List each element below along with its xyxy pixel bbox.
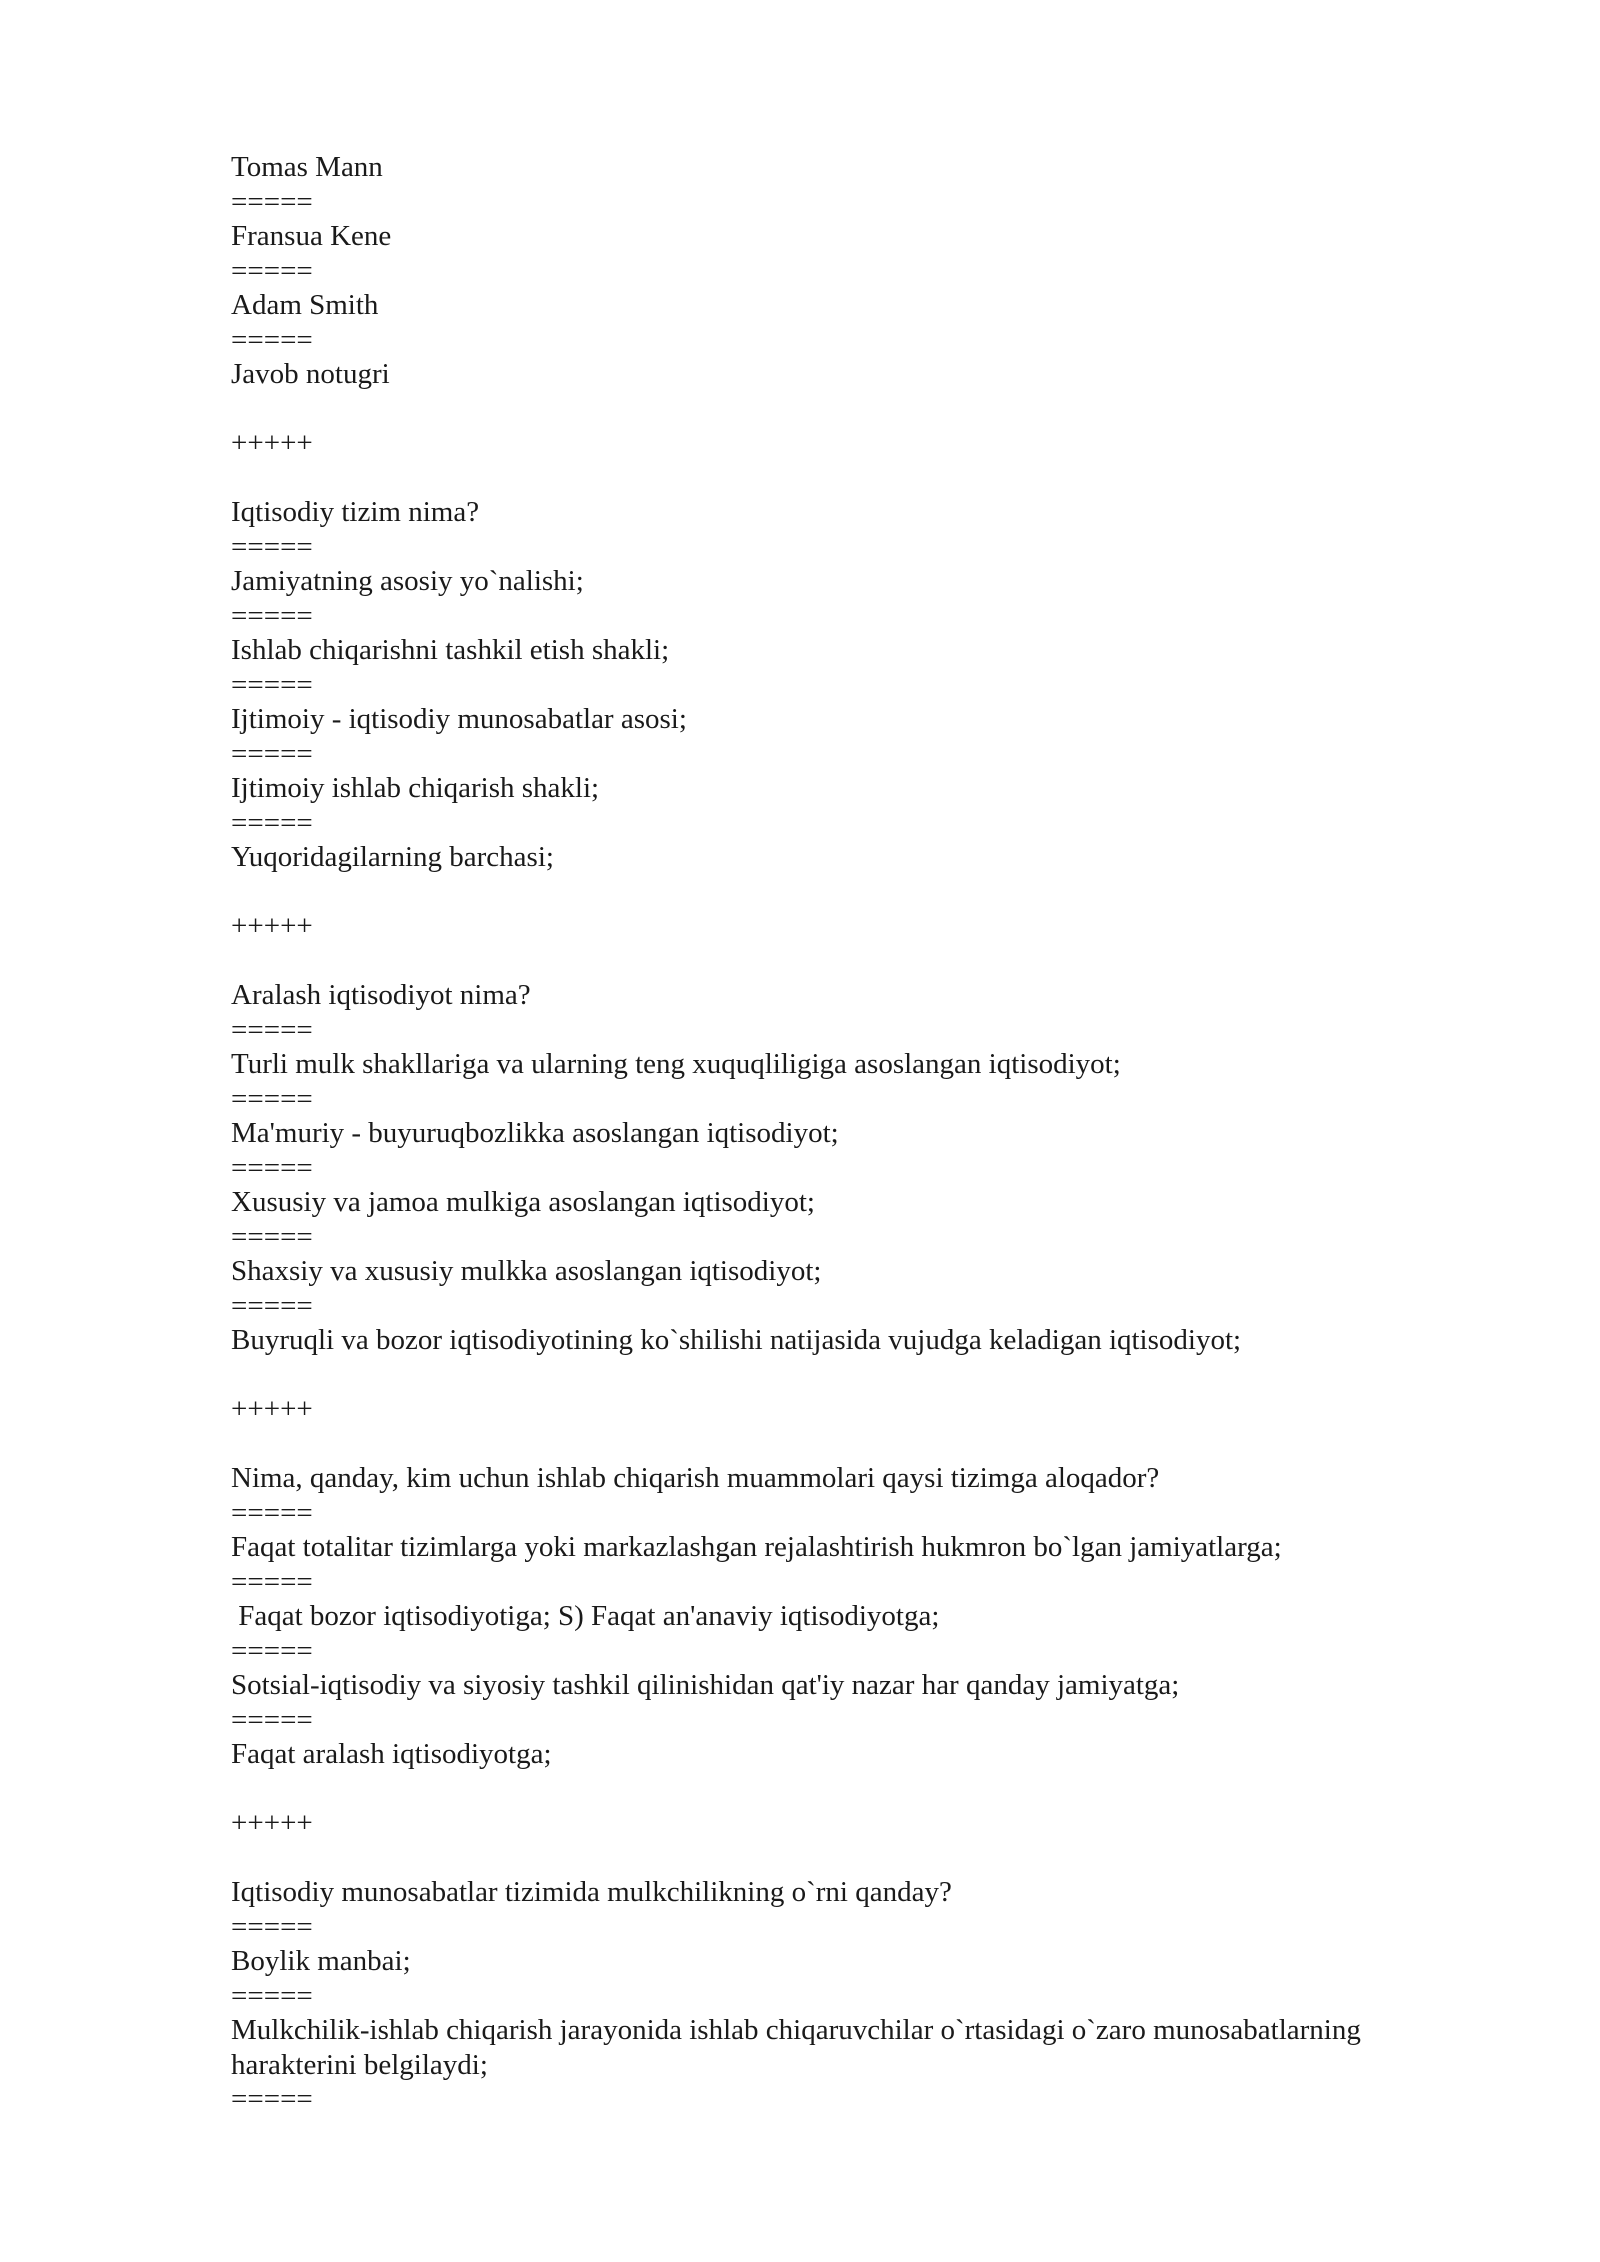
- blank-line: [231, 1772, 1431, 1807]
- text-line: Fransua Kene: [231, 220, 392, 252]
- text-line: Jamiyatning asosiy yo`nalishi;: [231, 565, 584, 597]
- separator-line: =====: [231, 1703, 313, 1736]
- text-line: Buyruqli va bozor iqtisodiyotining ko`shilishi natijasida vujudga keladigan iqtisodiyot;: [231, 1324, 1242, 1356]
- text-line: Ishlab chiqarishni tashkil etish shakli;: [231, 634, 670, 666]
- text-line: Sotsial-iqtisodiy va siyosiy tashkil qilinishidan qat'iy nazar har qanday jamiyatga;: [231, 1669, 1180, 1701]
- separator-line: +++++: [231, 910, 313, 942]
- text-line: Yuqoridagilarning barchasi;: [231, 841, 554, 873]
- separator-line: =====: [231, 2083, 313, 2115]
- blank-line: [231, 1841, 1431, 1876]
- blank-line: [231, 875, 1431, 910]
- separator-line: =====: [231, 1979, 313, 2012]
- separator-line: =====: [231, 1220, 313, 1253]
- text-line: Ma'muriy - buyuruqbozlikka asoslangan iqtisodiyot;: [231, 1117, 839, 1149]
- blank-line: [231, 461, 1431, 496]
- text-line: Shaxsiy va xususiy mulkka asoslangan iqtisodiyot;: [231, 1255, 822, 1287]
- separator-line: =====: [231, 806, 313, 839]
- document-body: [231, 150, 1431, 2117]
- separator-line: =====: [231, 1634, 313, 1667]
- blank-line: [231, 944, 1431, 979]
- text-line: Xususiy va jamoa mulkiga asoslangan iqtisodiyot;: [231, 1186, 815, 1218]
- separator-line: =====: [231, 1082, 313, 1115]
- text-line: Faqat bozor iqtisodiyotiga; S) Faqat an'anaviy iqtisodiyotga;: [231, 1600, 940, 1632]
- text-line: Mulkchilik-ishlab chiqarish jarayonida ishlab chiqaruvchilar o`rtasidagi o`zaro munosabatlarning harakterini belgilaydi;: [231, 2014, 1361, 2081]
- blank-line: [231, 392, 1431, 427]
- text-line: Javob notugri: [231, 358, 390, 390]
- text-line: Ijtimoiy - iqtisodiy munosabatlar asosi;: [231, 703, 687, 735]
- separator-line: =====: [231, 1013, 313, 1046]
- blank-line: [231, 1427, 1431, 1462]
- separator-line: =====: [231, 668, 313, 701]
- text-line: Boylik manbai;: [231, 1945, 411, 1977]
- text-line: Faqat aralash iqtisodiyotga;: [231, 1738, 552, 1770]
- text-line: Faqat totalitar tizimlarga yoki markazlashgan rejalashtirish hukmron bo`lgan jamiyatlarga;: [231, 1531, 1282, 1563]
- text-line: Ijtimoiy ishlab chiqarish shakli;: [231, 772, 600, 804]
- separator-line: =====: [231, 1910, 313, 1943]
- separator-line: =====: [231, 599, 313, 632]
- text-line: Tomas Mann: [231, 151, 383, 183]
- separator-line: =====: [231, 737, 313, 770]
- separator-line: +++++: [231, 1393, 313, 1425]
- separator-line: =====: [231, 1565, 313, 1598]
- separator-line: +++++: [231, 427, 313, 459]
- separator-line: =====: [231, 254, 313, 287]
- text-line: Turli mulk shakllariga va ularning teng xuquqliligiga asoslangan iqtisodiyot;: [231, 1048, 1121, 1080]
- text-line: Aralash iqtisodiyot nima?: [231, 979, 531, 1011]
- text-line: Adam Smith: [231, 289, 379, 321]
- separator-line: +++++: [231, 1807, 313, 1839]
- separator-line: =====: [231, 185, 313, 218]
- separator-line: =====: [231, 1289, 313, 1322]
- blank-line: [231, 1358, 1431, 1393]
- separator-line: =====: [231, 530, 313, 563]
- text-line: Iqtisodiy tizim nima?: [231, 496, 480, 528]
- text-line: Nima, qanday, kim uchun ishlab chiqarish muammolari qaysi tizimga aloqador?: [231, 1462, 1160, 1494]
- separator-line: =====: [231, 1151, 313, 1184]
- text-line: Iqtisodiy munosabatlar tizimida mulkchilikning o`rni qanday?: [231, 1876, 952, 1908]
- separator-line: =====: [231, 1496, 313, 1529]
- separator-line: =====: [231, 323, 313, 356]
